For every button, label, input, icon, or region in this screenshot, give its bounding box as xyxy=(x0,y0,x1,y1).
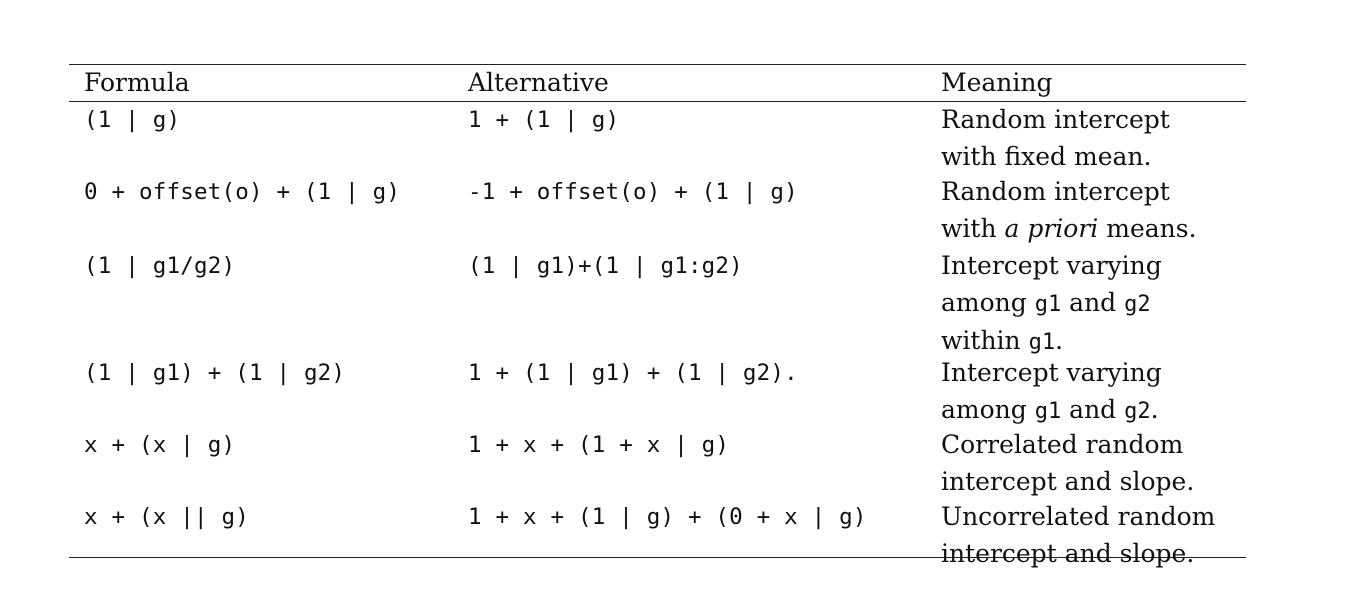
meaning-code: g1 xyxy=(1034,291,1062,317)
meaning-line xyxy=(941,392,1241,431)
meaning-code: g2 xyxy=(1124,291,1151,317)
meaning-text: among xyxy=(941,394,1035,424)
meaning-line xyxy=(941,285,1241,324)
meaning-line: intercept and slope. xyxy=(941,466,1195,496)
meaning-cell xyxy=(941,355,1241,430)
formula-cell: (1 | g1/g2) xyxy=(84,253,236,279)
meaning-line: intercept and slope. xyxy=(941,538,1195,568)
meaning-cell xyxy=(941,248,1241,362)
alternative-cell: 1 + (1 | g) xyxy=(468,107,620,133)
header-meaning: Meaning xyxy=(941,68,1053,97)
alternative-cell: (1 | g1)+(1 | g1:g2) xyxy=(468,253,743,279)
meaning-line: Intercept varying xyxy=(941,358,1162,387)
alternative-cell: 1 + (1 | g1) + (1 | g2). xyxy=(468,360,798,386)
meaning-line xyxy=(941,211,1241,248)
table-row xyxy=(69,499,1246,568)
formula-cell: 0 + offset(o) + (1 | g) xyxy=(84,179,401,205)
alternative-cell: -1 + offset(o) + (1 | g) xyxy=(468,179,798,205)
meaning-text: and xyxy=(1061,287,1125,317)
meaning-line: Intercept varying xyxy=(941,251,1162,280)
meaning-line: Uncorrelated random xyxy=(941,502,1216,531)
formula-cell: x + (x | g) xyxy=(84,432,236,458)
meaning-text: means. xyxy=(1098,213,1197,243)
alternative-cell: 1 + x + (1 | g) + (0 + x | g) xyxy=(468,504,867,530)
formula-cell: (1 | g1) + (1 | g2) xyxy=(84,360,346,386)
header-formula: Formula xyxy=(84,68,190,97)
formula-table xyxy=(69,64,1246,568)
meaning-italic: a priori xyxy=(1004,213,1099,243)
table-row xyxy=(69,102,1246,174)
meaning-line: Random intercept xyxy=(941,177,1170,206)
table-row xyxy=(69,248,1246,355)
meaning-text: and xyxy=(1061,394,1125,424)
meaning-text: . xyxy=(1055,326,1064,355)
meaning-text: within xyxy=(941,326,1029,355)
table-row xyxy=(69,355,1246,427)
table-header-row xyxy=(69,65,1246,101)
table-row xyxy=(69,174,1246,248)
meaning-text: with xyxy=(941,213,1005,243)
meaning-cell xyxy=(941,499,1241,572)
formula-cell: x + (x || g) xyxy=(84,504,249,530)
formula-cell: (1 | g) xyxy=(84,107,181,133)
meaning-code: g1 xyxy=(1034,398,1062,424)
meaning-text: among xyxy=(941,287,1035,317)
meaning-cell xyxy=(941,427,1241,500)
meaning-cell xyxy=(941,174,1241,247)
meaning-line: Correlated random xyxy=(941,430,1184,459)
meaning-text: . xyxy=(1150,394,1159,424)
meaning-cell xyxy=(941,102,1241,175)
meaning-line: Random intercept xyxy=(941,105,1170,134)
meaning-code: g2 xyxy=(1124,398,1151,424)
alternative-cell: 1 + x + (1 + x | g) xyxy=(468,432,730,458)
meaning-line: with fixed mean. xyxy=(941,141,1152,171)
table-row xyxy=(69,427,1246,499)
header-alternative: Alternative xyxy=(468,68,609,97)
meaning-code: g1 xyxy=(1028,330,1056,355)
